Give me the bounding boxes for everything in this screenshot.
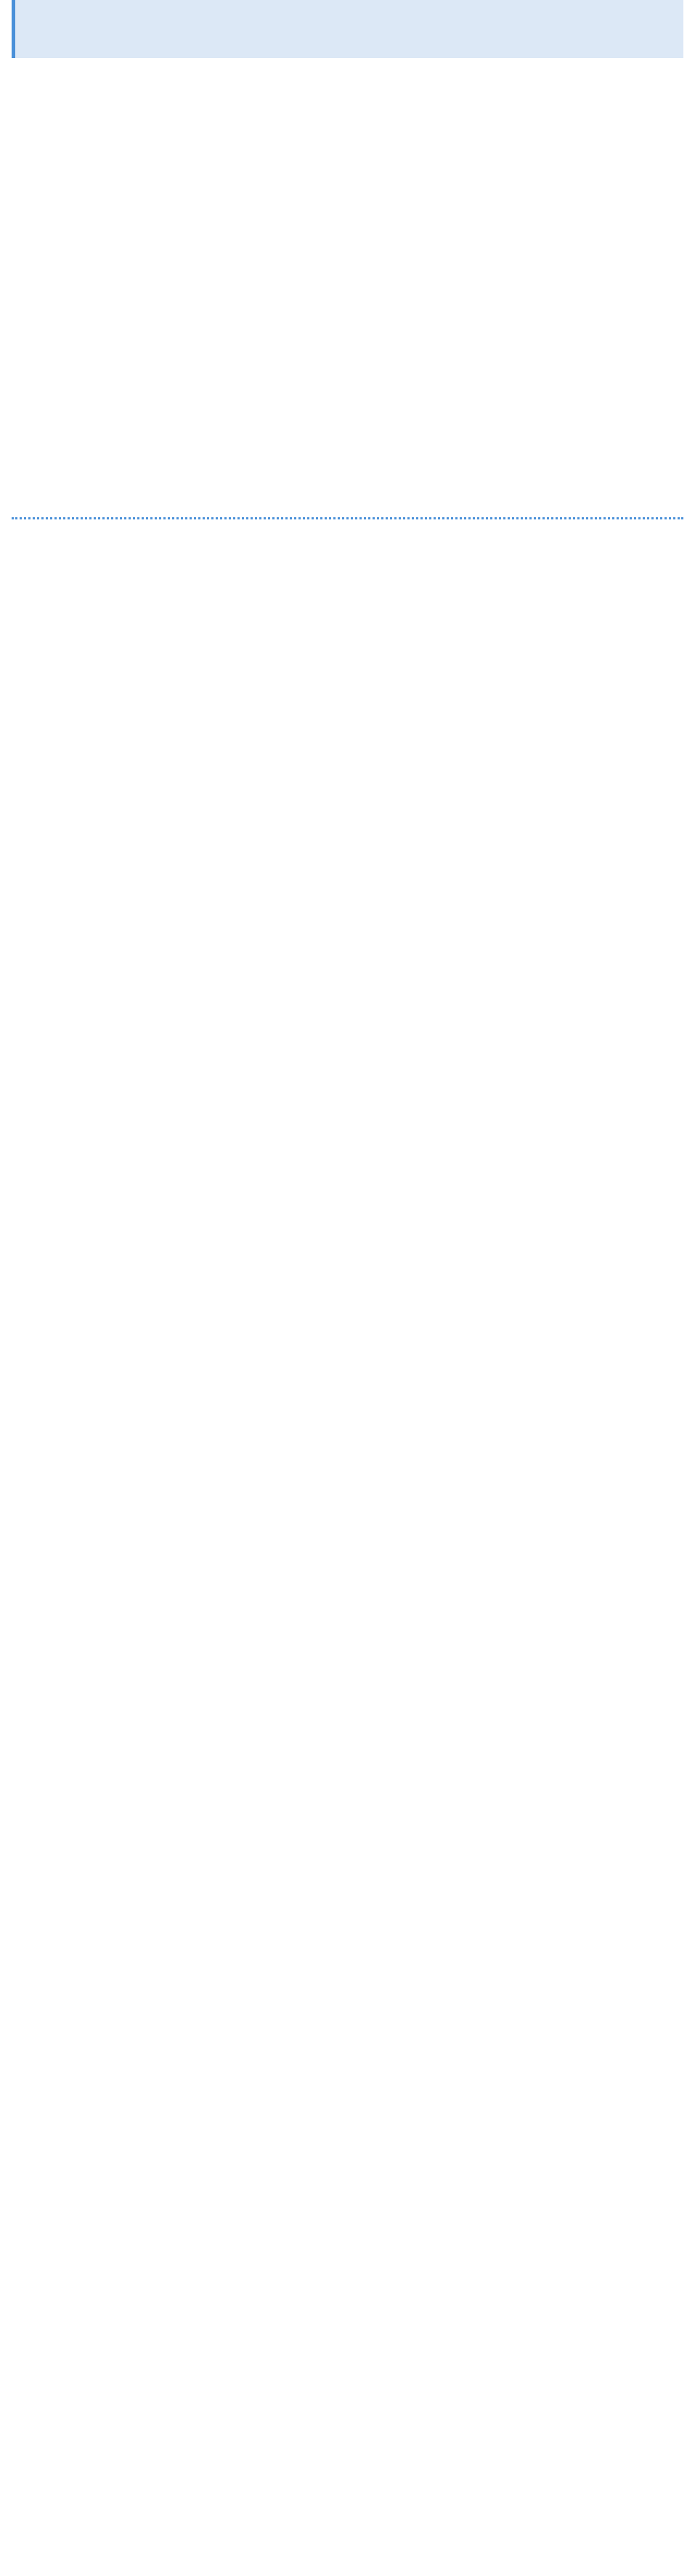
exercise-2-textbook-image [239, 266, 457, 491]
exercise-1-textbook-image [239, 73, 457, 240]
divider [12, 517, 683, 519]
page-banner [12, 0, 683, 58]
